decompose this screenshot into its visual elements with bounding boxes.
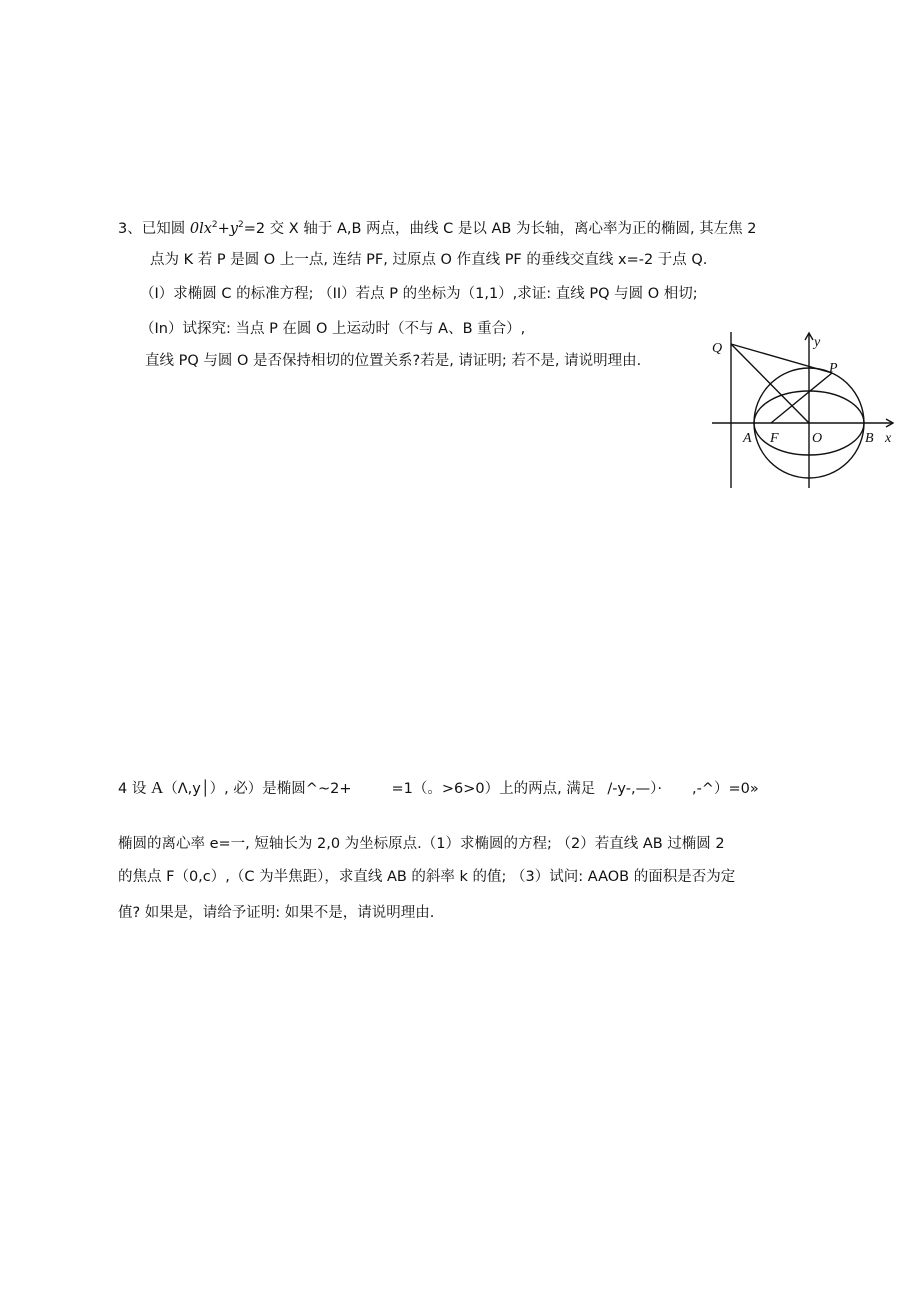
point-a-symbol: A [150, 778, 164, 797]
exponent-2: 2 [237, 220, 244, 231]
problem3-line3: （I）求椭圆 C 的标准方程; （II）若点 P 的坐标为（1,1）,求证: 直线 PQ 与圆 O 相切; [140, 286, 698, 302]
problem3-line2: 点为 K 若 P 是圆 O 上一点, 连结 PF, 过原点 O 作直线 PF 的垂线交直线 x=-2 于点 Q. [150, 252, 708, 268]
problem3-number: 3、已知圆 [118, 221, 190, 237]
problem3-line5: 直线 PQ 与圆 O 是否保持相切的位置关系?若是, 请证明; 若不是, 请说明理由. [145, 353, 642, 369]
problem4-number: 4 设 [118, 781, 151, 797]
label-o: O [812, 431, 823, 446]
label-a: A [743, 431, 752, 446]
geometry-figure [708, 330, 898, 490]
problem4-points: （Λ,y│）, 必）是椭圆^~2+ [163, 781, 352, 797]
condition-fragment-2: ,-^）=0» [691, 781, 759, 797]
label-p: P [829, 361, 838, 376]
exponent-1: 2 [211, 220, 218, 231]
problem4-line4: 值? 如果是，请给予证明: 如果不是，请说明理由. [118, 905, 435, 921]
label-f: F [770, 431, 779, 446]
problem3-line1-rest: =2 交 X 轴于 A,B 两点，曲线 C 是以 AB 为长轴，离心率为正的椭圆, 其左焦 2 [243, 221, 757, 237]
problem4-line1 [118, 778, 759, 799]
circle-equation-part-b: +y [217, 221, 238, 237]
label-q: Q [712, 341, 723, 356]
label-b: B [865, 431, 874, 446]
condition-fragment-1: /-y-,—）· [607, 781, 662, 797]
label-x: x [885, 431, 892, 446]
problem4-line3: 的焦点 F（0,c）,（C 为半焦距），求直线 AB 的斜率 k 的值; （3）试问: AAOB 的面积是否为定 [118, 869, 736, 885]
problem4-line2: 椭圆的离心率 e=一, 短轴长为 2,0 为坐标原点.（1）求椭圆的方程; （2）若直线 AB 过椭圆 2 [118, 836, 725, 852]
problem3-line4: （In）试探究: 当点 P 在圆 O 上运动时（不与 A、B 重合）, [140, 321, 526, 337]
problem3-line1 [118, 219, 757, 239]
ellipse-equation-rhs: =1（。>6>0）上的两点, 满足 [391, 781, 596, 797]
label-y: y [814, 335, 821, 350]
circle-equation-part-a: 0lx [189, 221, 212, 237]
